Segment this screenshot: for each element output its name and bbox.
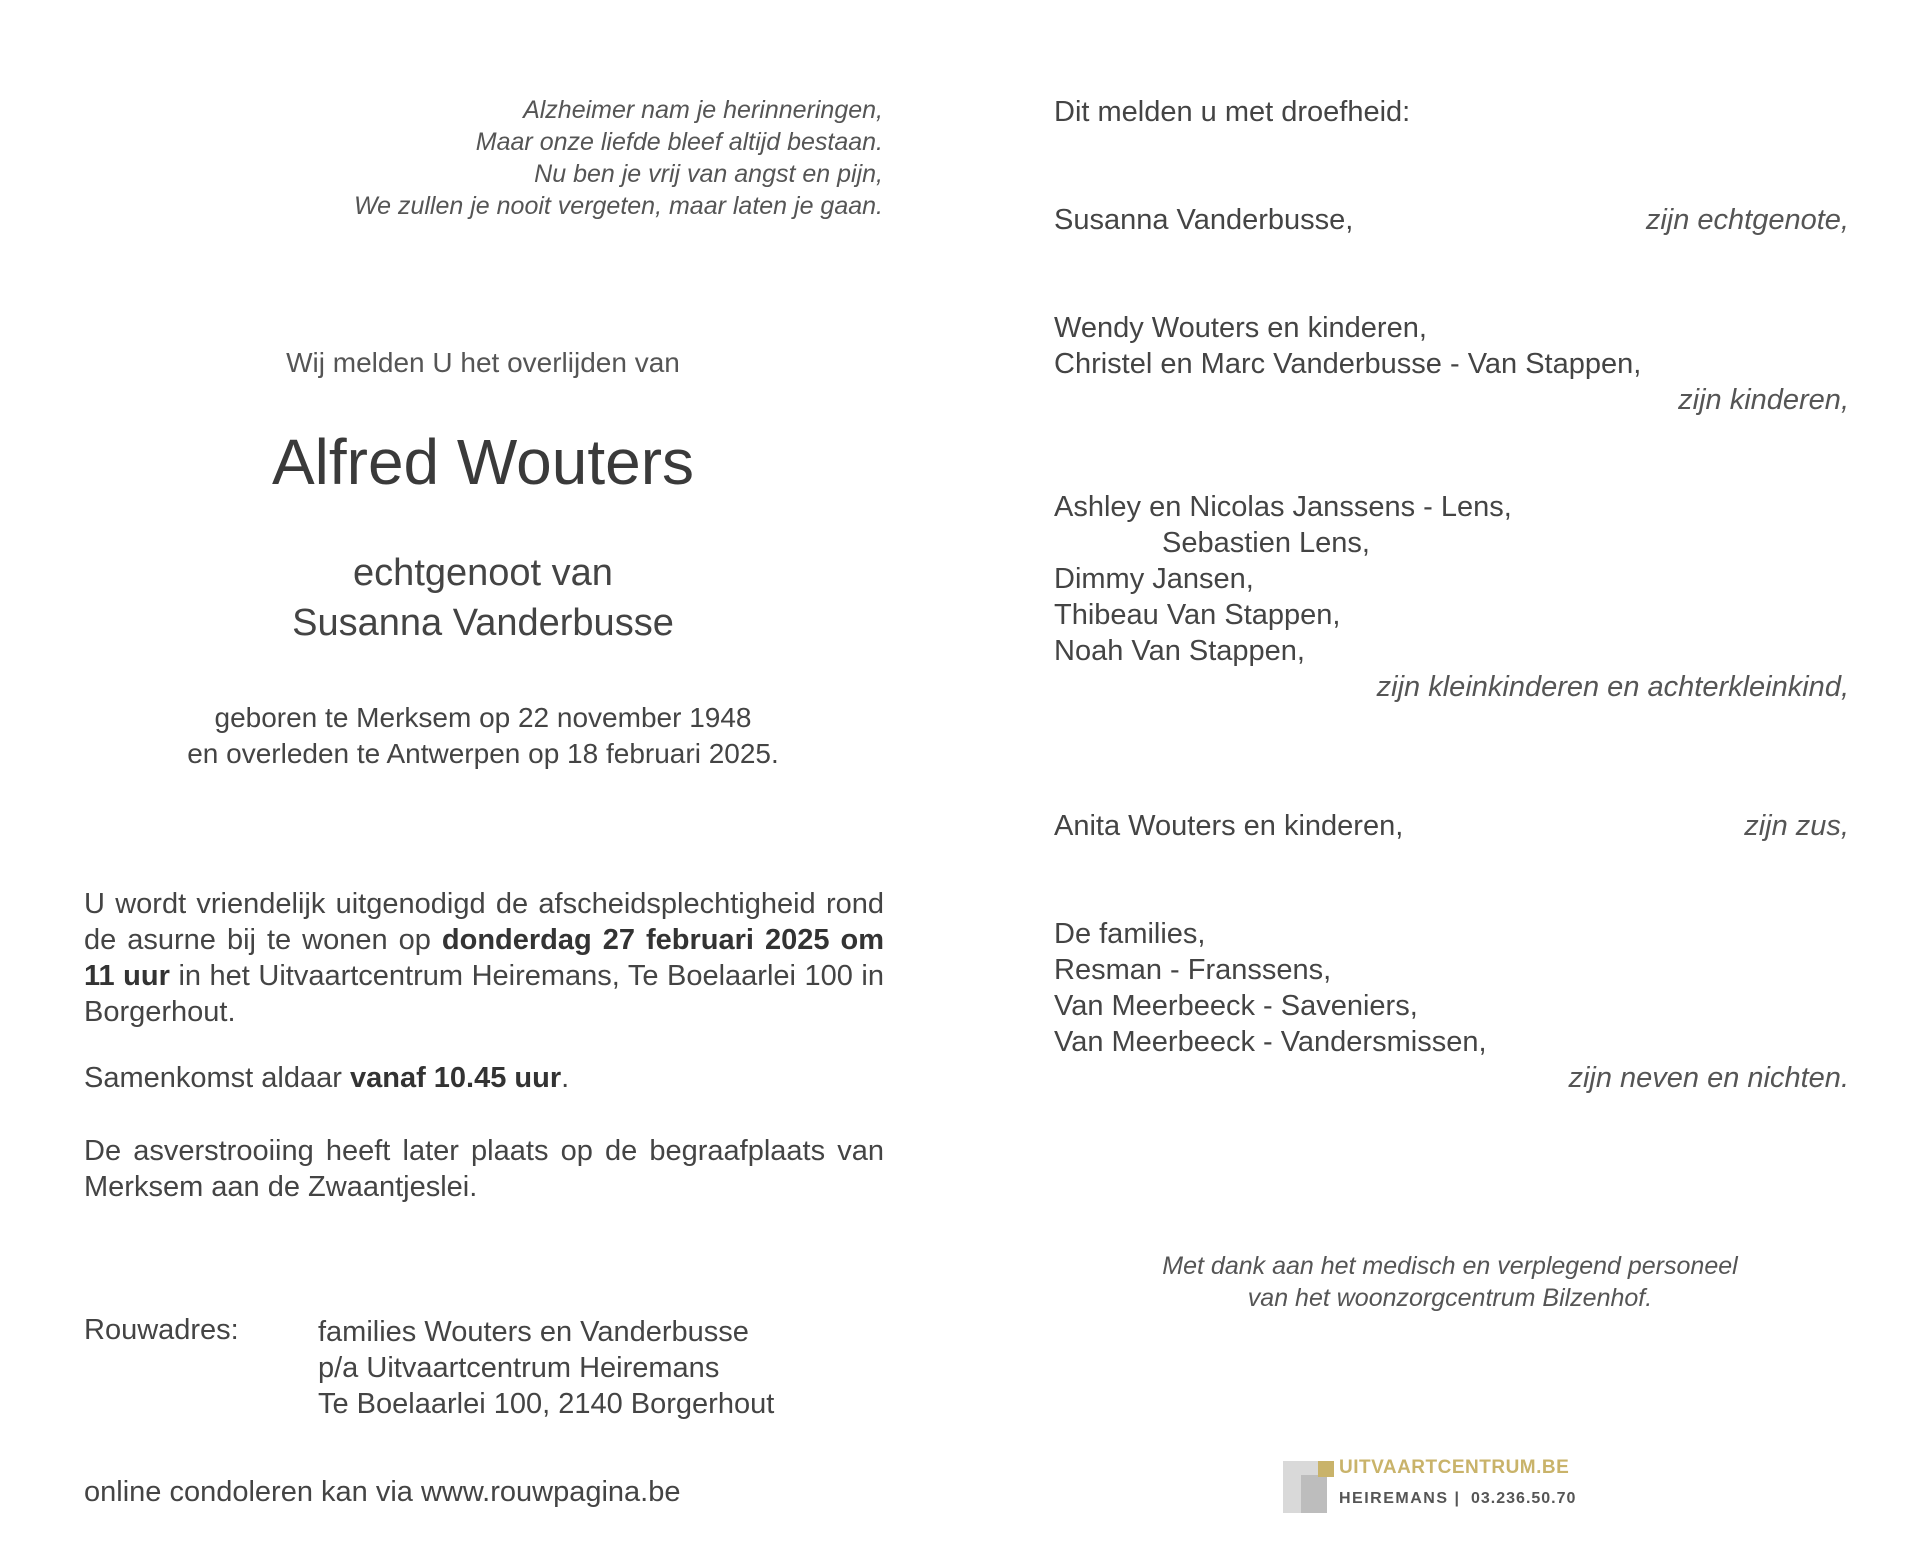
invite-location: in het Uitvaartcentrum Heiremans, Te Boelaarlei 100 in Borgerhout. [84,960,884,1028]
life-dates [100,700,866,772]
family-member: Sebastien Lens, [1162,527,1370,559]
family-member: Wendy Wouters en kinderen, [1054,312,1427,344]
gather-end: . [561,1062,570,1094]
address-line: families Wouters en Vanderbusse [318,1316,749,1348]
ceremony-invitation [84,886,884,1030]
spouse-line-1: echtgenoot van [353,552,613,594]
children-list [1054,310,1641,382]
family-member: De families, [1054,918,1206,950]
ceremony-datetime: donderdag 27 februari 2025 om 11 uur [84,924,884,992]
wife-relation: zijn echtgenote, [1645,204,1849,236]
poem-line: We zullen je nooit vergeten, maar laten je gaan. [353,192,883,220]
logo-gold-square-icon [1318,1461,1334,1477]
logo-brand-name: HEIREMANS [1339,1490,1449,1507]
address-label: Rouwadres: [84,1314,239,1346]
mourning-address [318,1314,774,1422]
gather-text: Samenkomst aldaar [84,1062,342,1094]
announcement: Wij melden U het overlijden van [286,347,680,378]
family-member: Christel en Marc Vanderbusse - Van Stappen, [1054,348,1642,380]
thanks-note [1100,1250,1800,1314]
poem-line: Alzheimer nam je herinneringen, [523,96,883,124]
logo-site: UITVAARTCENTRUM.BE [1339,1457,1570,1478]
spouse-info [100,548,866,648]
death-line: en overleden te Antwerpen op 18 februari 2025. [187,738,779,769]
family-member: Noah Van Stappen, [1054,635,1305,667]
deceased-name: Alfred Wouters [271,426,695,498]
family-member: Resman - Franssens, [1054,954,1332,986]
family-member: Ashley en Nicolas Janssens - Lens, [1054,491,1512,523]
gather-time: vanaf 10.45 uur [349,1062,562,1094]
family-intro: Dit melden u met droefheid: [1054,96,1411,128]
wife-name: Susanna Vanderbusse, [1054,204,1354,236]
children-relation: zijn kinderen, [1678,384,1849,416]
birth-line: geboren te Merksem op 22 november 1948 [214,702,752,733]
family-member: Van Meerbeeck - Saveniers, [1054,990,1418,1022]
grandchildren-relation: zijn kleinkinderen en achterkleinkind, [1376,671,1849,703]
address-line: p/a Uitvaartcentrum Heiremans [318,1352,720,1384]
thanks-line-1: Met dank aan het medisch en verplegend personeel [1162,1252,1738,1280]
gathering-info [84,1062,569,1095]
sister-relation: zijn zus, [1744,810,1849,842]
family-member: Van Meerbeeck - Vandersmissen, [1054,1026,1487,1058]
invite-text: U wordt vriendelijk uitgenodigd de afscheidsplechtigheid rond de asurne bij te wonen op [84,888,884,956]
sister-name: Anita Wouters en kinderen, [1054,810,1404,842]
thanks-line-2: van het woonzorgcentrum Bilzenhof. [1247,1284,1653,1312]
logo-brand [1339,1490,1460,1508]
address-line: Te Boelaarlei 100, 2140 Borgerhout [318,1388,775,1420]
family-member: Thibeau Van Stappen, [1054,599,1341,631]
logo-block-inner-icon [1301,1475,1327,1513]
logo-separator: | [1454,1490,1461,1507]
online-condolence: online condoleren kan via www.rouwpagina.be [84,1476,681,1508]
families-relation: zijn neven en nichten. [1568,1062,1849,1094]
poem-line: Maar onze liefde bleef altijd bestaan. [475,128,883,156]
poem-line: Nu ben je vrij van angst en pijn, [534,160,883,188]
grandchildren-list [1054,489,1512,669]
ash-scattering-info: De asverstrooiing heeft later plaats op de begraafplaats van Merksem aan de Zwaantjeslei. [84,1135,884,1203]
spouse-line-2: Susanna Vanderbusse [292,602,674,644]
poem [200,94,883,222]
family-member: Dimmy Jansen, [1054,563,1254,595]
families-list [1054,916,1487,1060]
logo-phone: 03.236.50.70 [1471,1490,1577,1507]
